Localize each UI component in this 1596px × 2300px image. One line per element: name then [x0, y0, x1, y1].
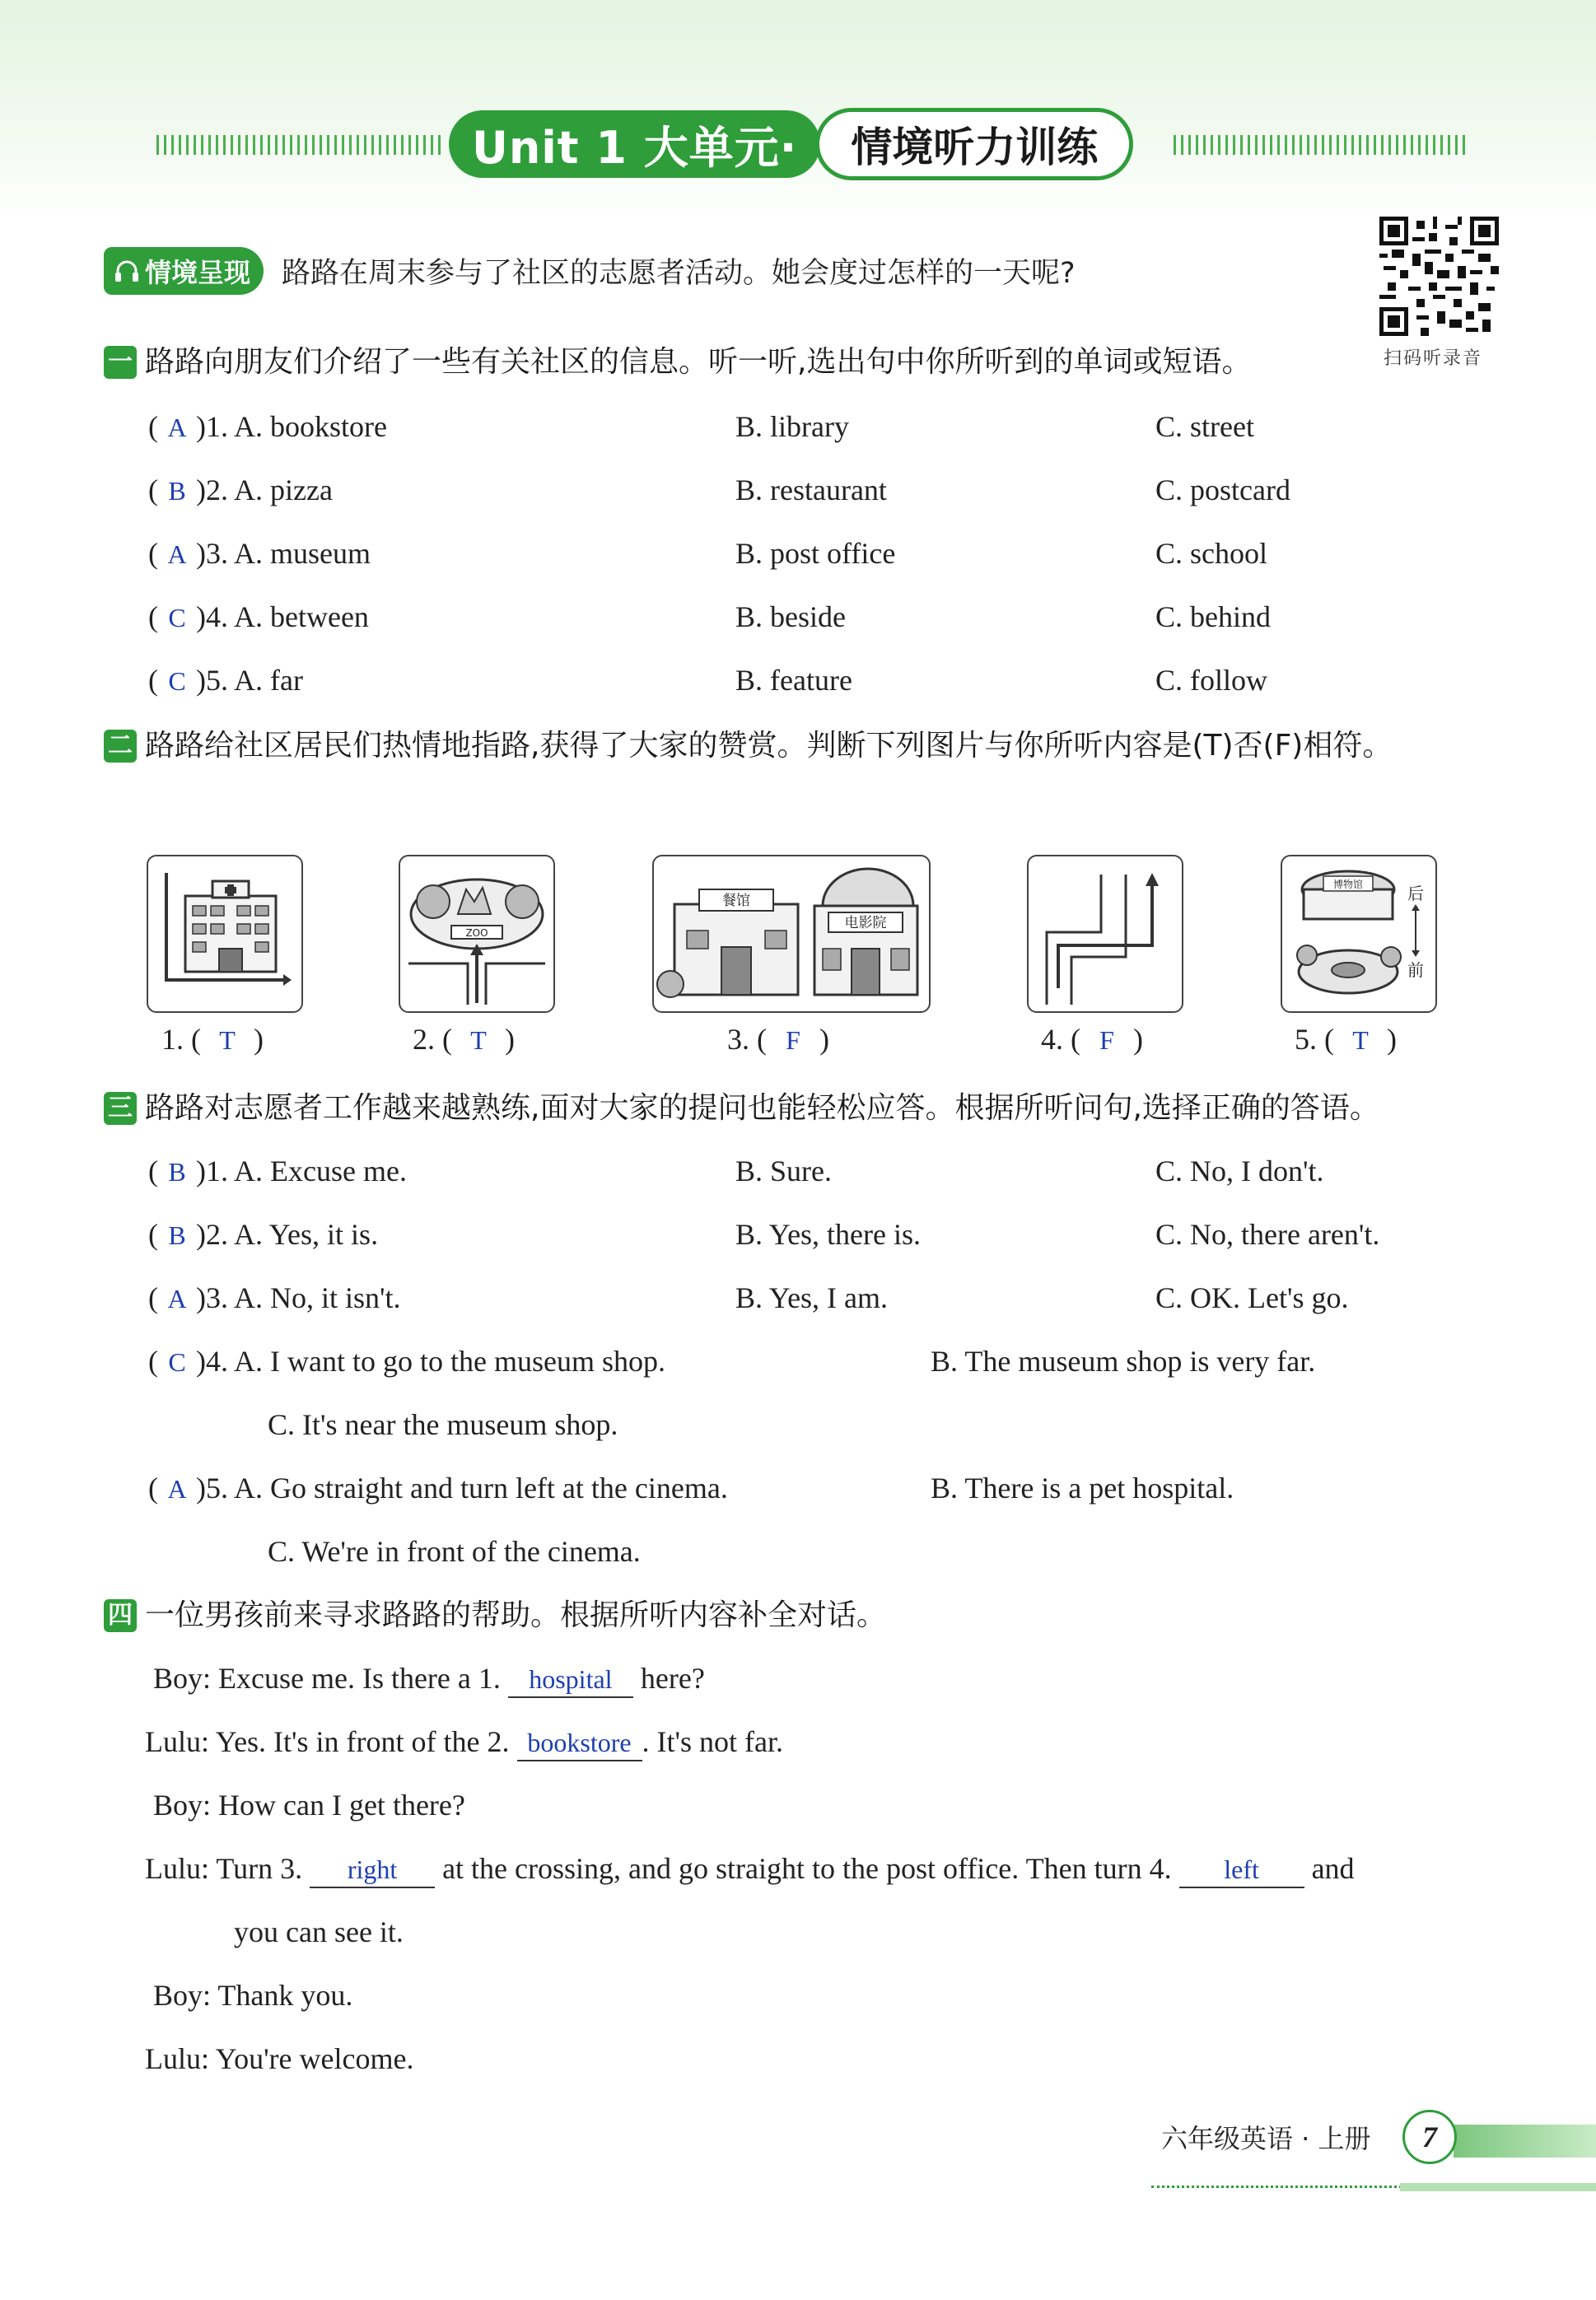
speaker: Boy: — [153, 1662, 212, 1695]
question-row: ( A )5. A. Go straight and turn left at the cinema. — [148, 1463, 728, 1513]
option-a: )3. A. No, it isn't. — [196, 1281, 401, 1314]
line-text: here? — [640, 1662, 705, 1695]
section-3-instruction: 路路对志愿者工作越来越熟练,面对大家的提问也能轻松应答。根据所听问句,选择正确的答语。 — [145, 1091, 1379, 1125]
option-c: C. school — [1155, 537, 1268, 570]
back-label: 后 — [1407, 884, 1424, 903]
line-text: Turn 3. — [216, 1852, 303, 1885]
page-number: 7 — [1402, 2110, 1457, 2164]
answer[interactable]: C — [168, 603, 186, 632]
section-1-heading — [104, 331, 1545, 394]
footer-strip — [1400, 2183, 1596, 2191]
line-text: How can I get there? — [218, 1789, 465, 1822]
option-b: B. Yes, there is. — [735, 1218, 922, 1251]
tf-item: 1. ( T ) — [161, 1015, 264, 1065]
zoo-illustration — [400, 856, 553, 1011]
dialogue-line — [145, 1844, 1355, 1893]
question-row: ( B )2. A. pizza — [148, 465, 333, 515]
line-text: Yes. It's in front of the 2. — [215, 1725, 510, 1758]
section-1-instruction: 路路向朋友们介绍了一些有关社区的信息。听一听,选出句中你所听到的单词或短语。 — [145, 345, 1252, 379]
tf-item: 4. ( F ) — [1041, 1015, 1143, 1065]
option-a: )5. A. far — [196, 664, 303, 697]
question-row: ( B )1. A. Excuse me. — [148, 1146, 407, 1196]
answer[interactable]: A — [167, 1284, 187, 1313]
answer[interactable]: A — [167, 1474, 187, 1504]
restaurant-sign: 餐馆 — [722, 893, 750, 909]
option-b: B. post office — [735, 537, 896, 570]
answer[interactable]: A — [167, 413, 187, 442]
picture-museum — [1281, 855, 1437, 1013]
line-text: Thank you. — [217, 1979, 353, 2012]
section-3-heading — [104, 1077, 1545, 1140]
option-c: C. It's near the museum shop. — [268, 1408, 618, 1441]
picture-route — [1027, 855, 1183, 1013]
section-1-number: 一 — [104, 346, 137, 379]
option-b: B. The museum shop is very far. — [931, 1345, 1316, 1378]
option-a: )4. A. between — [196, 600, 369, 633]
unit-label: Unit 1 大单元· — [449, 110, 820, 178]
cinema-sign: 电影院 — [844, 915, 887, 931]
tf-item: 3. ( F ) — [727, 1015, 829, 1065]
front-label: 前 — [1407, 960, 1424, 980]
option-b: B. There is a pet hospital. — [931, 1472, 1234, 1505]
option-b: B. feature — [735, 664, 852, 697]
option-c: C. OK. Let's go. — [1155, 1281, 1349, 1314]
intro-text: 路路在周末参与了社区的志愿者活动。她会度过怎样的一天呢? — [282, 257, 1076, 290]
dialogue-line — [153, 1971, 352, 2020]
tf-number: 2. — [413, 1023, 435, 1056]
hospital-illustration — [148, 856, 301, 1011]
speaker: Boy: — [153, 1789, 212, 1822]
option-c: C. follow — [1155, 664, 1268, 697]
dialogue-line — [145, 1717, 783, 1766]
museum-sign: 博物馆 — [1332, 879, 1364, 890]
qr-label: 扫码听录音 — [1384, 348, 1483, 369]
book-title: 六年级英语 · 上册 — [1161, 2123, 1371, 2154]
question-row: ( A )3. A. No, it isn't. — [148, 1273, 401, 1323]
speaker: Boy: — [153, 1979, 212, 2012]
option-c: C. postcard — [1155, 474, 1290, 506]
answer[interactable]: F — [786, 1025, 800, 1055]
answer[interactable]: C — [168, 1347, 186, 1377]
answer[interactable]: B — [168, 1157, 186, 1187]
answer[interactable]: T — [219, 1025, 236, 1055]
option-b: B. restaurant — [735, 474, 887, 506]
option-c: C. No, there aren't. — [1155, 1218, 1380, 1251]
answer[interactable]: T — [470, 1025, 487, 1055]
option-a: )4. A. I want to go to the museum shop. — [196, 1345, 665, 1378]
blank-1[interactable]: hospital — [508, 1662, 633, 1698]
line-text: at the crossing, and go straight to the post office. Then turn 4. — [442, 1852, 1172, 1885]
option-c: C. street — [1155, 410, 1254, 443]
picture-restaurant-cinema — [652, 855, 931, 1013]
speaker: Lulu: — [145, 2042, 209, 2075]
tf-number: 1. — [161, 1023, 184, 1056]
speaker: Lulu: — [145, 1725, 209, 1758]
dialogue-line — [145, 2034, 413, 2083]
qr-code-icon[interactable] — [1379, 217, 1499, 336]
zoo-sign: ZOO — [465, 927, 488, 939]
answer[interactable]: C — [168, 666, 186, 696]
question-row: ( C )4. A. I want to go to the museum shop. — [148, 1337, 665, 1386]
section-3-number: 三 — [104, 1092, 137, 1125]
blank-3[interactable]: right — [310, 1852, 435, 1888]
section-2-number: 二 — [104, 730, 137, 763]
section-4-instruction: 一位男孩前来寻求路路的帮助。根据所听内容补全对话。 — [145, 1598, 887, 1632]
answer[interactable]: B — [168, 1220, 186, 1250]
line-text: You're welcome. — [215, 2042, 414, 2075]
picture-hospital — [147, 855, 303, 1013]
tf-item: 2. ( T ) — [413, 1015, 515, 1065]
section-4-number: 四 — [104, 1599, 137, 1632]
speaker: Lulu: — [145, 1852, 209, 1885]
option-a: )3. A. museum — [196, 537, 371, 570]
dialogue-line — [153, 1780, 465, 1830]
title-banner — [449, 103, 1133, 185]
picture-zoo — [399, 855, 555, 1013]
tf-number: 4. — [1041, 1023, 1063, 1056]
question-row: ( A )1. A. bookstore — [148, 402, 387, 451]
decorative-ticks-right — [1174, 135, 1466, 155]
section-2-heading — [104, 715, 1545, 777]
option-c: C. We're in front of the cinema. — [268, 1535, 641, 1568]
line-text: Excuse me. Is there a 1. — [218, 1662, 501, 1695]
answer[interactable]: F — [1099, 1025, 1114, 1055]
option-a: )2. A. pizza — [196, 474, 333, 506]
option-a: )1. A. Excuse me. — [196, 1155, 407, 1187]
answer[interactable]: B — [168, 476, 186, 506]
intro-tag-label: 情境呈现 — [145, 257, 251, 288]
intro — [104, 247, 1076, 295]
option-b: B. library — [735, 410, 849, 443]
option-b: B. Yes, I am. — [735, 1281, 889, 1314]
question-row: ( B )2. A. Yes, it is. — [148, 1210, 378, 1259]
dialogue-line-cont: you can see it. — [234, 1915, 404, 1948]
restaurant-cinema-illustration — [654, 856, 929, 1011]
tf-number: 3. — [727, 1023, 749, 1056]
page-title: 情境听力训练 — [815, 108, 1133, 180]
answer[interactable]: A — [167, 539, 187, 569]
dialogue-line — [153, 1654, 705, 1703]
option-a: )1. A. bookstore — [196, 410, 387, 443]
question-row: ( C )4. A. between — [148, 592, 369, 641]
line-text: and — [1311, 1852, 1355, 1885]
intro-tag — [104, 247, 264, 295]
question-row: ( C )5. A. far — [148, 655, 303, 705]
option-c: C. behind — [1155, 600, 1271, 633]
section-2-instruction: 路路给社区居民们热情地指路,获得了大家的赞赏。判断下列图片与你所听内容是(T)否(F)相符。 — [145, 729, 1393, 763]
headphones-icon — [114, 259, 140, 283]
question-row: ( A )3. A. museum — [148, 529, 371, 578]
option-b: B. Sure. — [735, 1155, 832, 1187]
tf-number: 5. — [1295, 1023, 1317, 1056]
option-b: B. beside — [735, 600, 846, 633]
line-text: . It's not far. — [642, 1725, 783, 1758]
section-4-heading — [104, 1584, 1545, 1647]
option-c: C. No, I don't. — [1155, 1155, 1324, 1187]
decorative-ticks-left — [156, 135, 445, 155]
blank-4[interactable]: left — [1179, 1852, 1304, 1888]
option-a: )5. A. Go straight and turn left at the cinema. — [196, 1472, 728, 1505]
footer-bar — [1454, 2125, 1596, 2158]
option-a: )2. A. Yes, it is. — [196, 1218, 379, 1251]
museum-illustration — [1282, 856, 1435, 1011]
route-illustration — [1029, 856, 1182, 1011]
answer[interactable]: T — [1352, 1025, 1369, 1055]
blank-2[interactable]: bookstore — [517, 1725, 642, 1761]
tf-item: 5. ( T ) — [1295, 1015, 1397, 1065]
